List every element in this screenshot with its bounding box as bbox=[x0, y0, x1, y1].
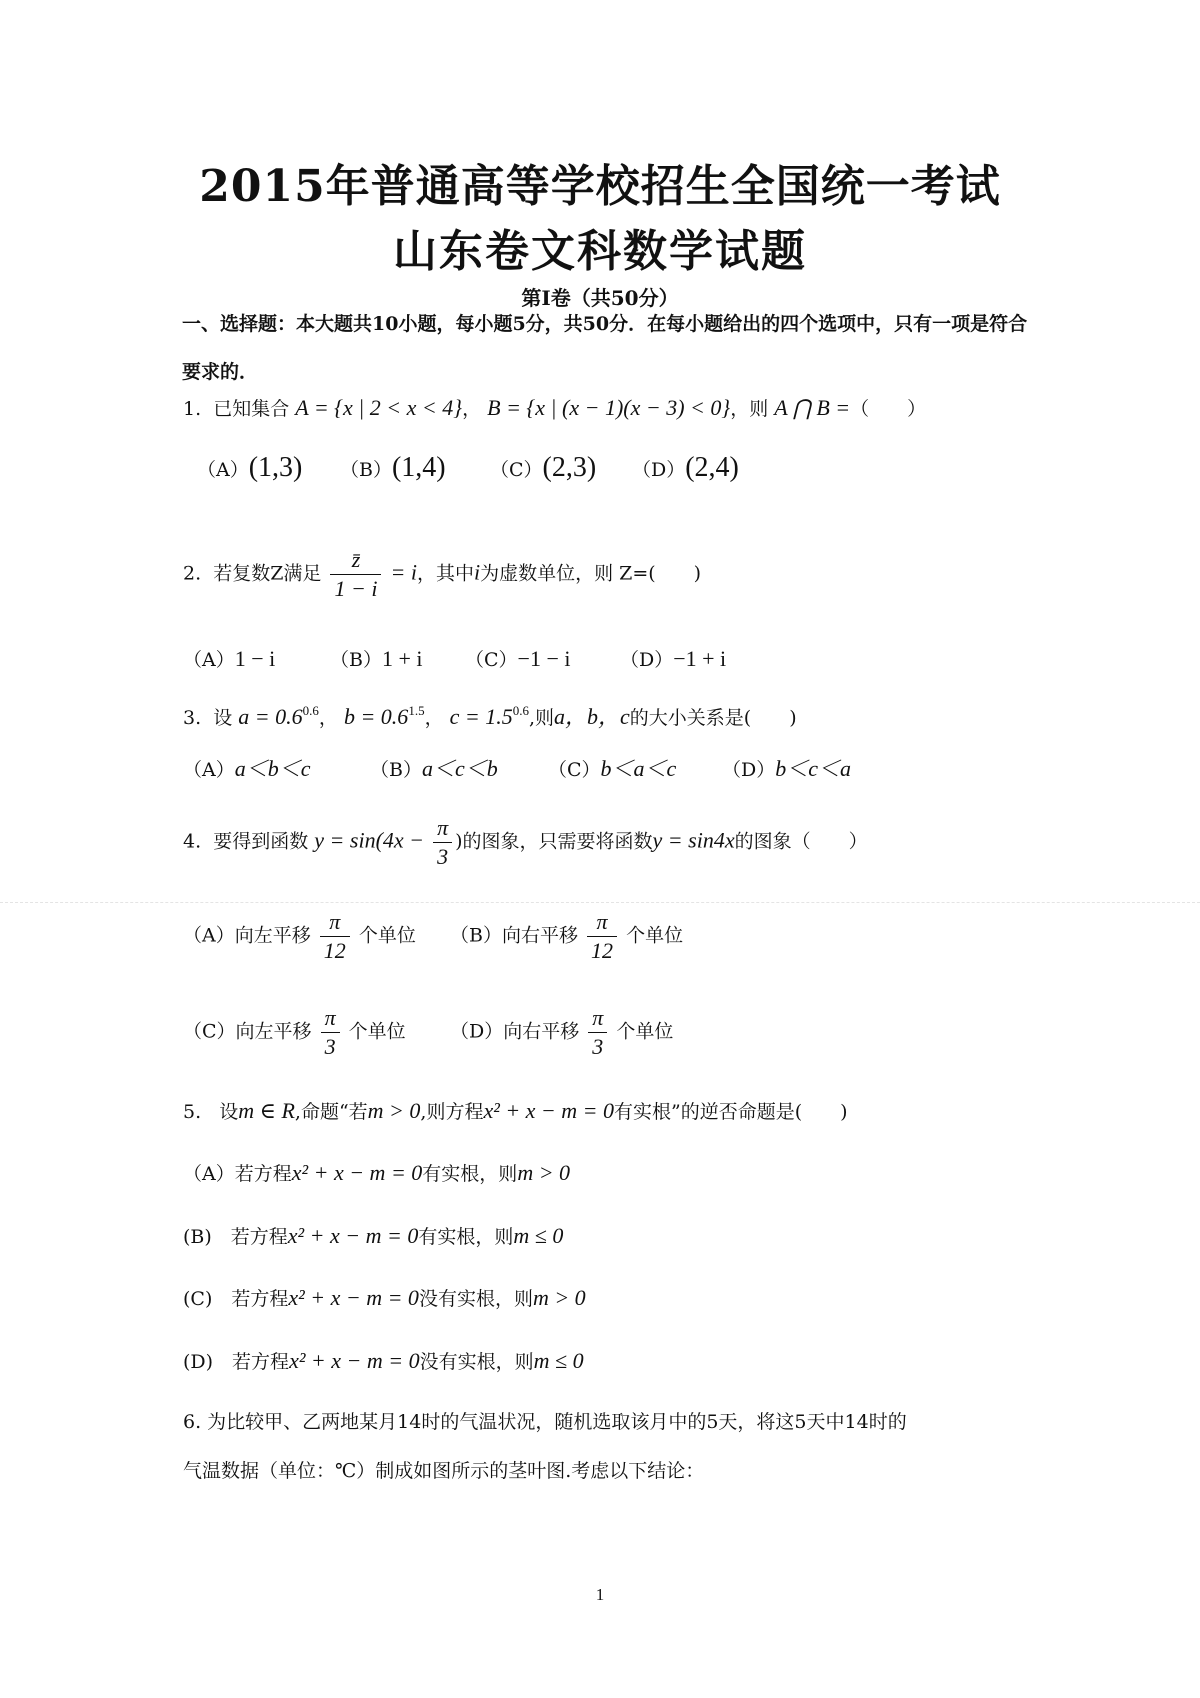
option-fraction bbox=[587, 908, 617, 965]
option-label: （A） bbox=[197, 459, 249, 481]
imaginary-unit: i bbox=[473, 559, 481, 585]
option-label: (B) 若方程 bbox=[183, 1226, 288, 1248]
question-2 bbox=[183, 546, 701, 603]
fraction-numerator: π bbox=[588, 1004, 607, 1033]
question-5 bbox=[183, 1097, 848, 1124]
option-suffix: 个单位 bbox=[348, 1020, 406, 1043]
pi-over-3-fraction bbox=[433, 814, 452, 871]
option-label: (D) 若方程 bbox=[183, 1351, 290, 1373]
answer-blank: （ ） bbox=[850, 398, 927, 420]
question-number: 4. bbox=[183, 830, 202, 853]
q3-option-c bbox=[548, 752, 676, 783]
exam-subtitle: 山东卷文科数学试题 bbox=[393, 226, 807, 277]
q3-option-d bbox=[722, 752, 851, 783]
question-text: )的图象，只需要将函数 bbox=[455, 830, 653, 853]
option-value: −1 − i bbox=[517, 646, 571, 671]
option-fraction bbox=[321, 1004, 340, 1061]
question-4 bbox=[183, 814, 868, 871]
question-text: ,命题“若 bbox=[294, 1101, 368, 1123]
question-number: 5. bbox=[183, 1101, 202, 1123]
exponent: 1.5 bbox=[408, 703, 425, 718]
q1-option-c bbox=[490, 452, 596, 484]
option-label: （A）若方程 bbox=[183, 1163, 292, 1185]
fraction-numerator: π bbox=[587, 908, 617, 937]
set-a: A = {x | 2 < x < 4} bbox=[295, 395, 463, 420]
fraction-denominator: 3 bbox=[437, 844, 449, 869]
q5-option-a bbox=[183, 1159, 570, 1186]
equation: = i bbox=[390, 559, 417, 585]
option-label: （B） bbox=[340, 459, 392, 481]
option-label: （C） bbox=[465, 649, 518, 671]
option-label: （A） bbox=[183, 649, 235, 671]
option-value: 1 + i bbox=[381, 646, 423, 671]
q5-option-c bbox=[183, 1284, 586, 1311]
question-text: ，其中 bbox=[416, 562, 474, 585]
option-fraction bbox=[320, 908, 350, 965]
option-value: b＜a＜c bbox=[600, 756, 677, 781]
option-value: (1,3) bbox=[248, 452, 303, 483]
question-3: 3. 设 $a = 0.6^{0.6}$， $b = 0.6^{1.5}$， $c = 1.5^{0.6}$,则a，b，c的大小关系是( ) bbox=[183, 703, 797, 729]
function-expression: y = sin4x bbox=[652, 827, 735, 853]
fraction-denominator: 3 bbox=[324, 1034, 336, 1059]
option-conclusion: m > 0 bbox=[532, 1285, 586, 1310]
option-label: （D） bbox=[722, 759, 776, 781]
question-text: 设 bbox=[213, 707, 233, 729]
value-b: b = 0.6 bbox=[343, 704, 409, 729]
option-equation: x² + x − m = 0 bbox=[289, 1348, 420, 1373]
fraction-denominator: 12 bbox=[323, 938, 346, 963]
option-text: 有实根，则 bbox=[422, 1163, 518, 1185]
question-text: 有实根”的逆否命题是( ) bbox=[614, 1101, 848, 1123]
option-label: (C) 若方程 bbox=[183, 1288, 289, 1310]
question-number: 2. bbox=[183, 562, 202, 585]
q5-option-d bbox=[183, 1347, 584, 1374]
q1-option-b bbox=[340, 452, 446, 484]
option-fraction bbox=[588, 1004, 607, 1061]
option-label: （B） bbox=[330, 649, 382, 671]
option-value: (2,3) bbox=[542, 452, 597, 483]
option-label: （B）向右平移 bbox=[450, 924, 578, 947]
question-text: ，则 bbox=[730, 398, 769, 420]
q2-option-c bbox=[465, 645, 570, 672]
q1-option-a bbox=[197, 452, 302, 484]
question-number: 3. bbox=[183, 707, 202, 729]
question-text: 已知集合 bbox=[213, 398, 290, 420]
fraction-numerator: z̄ bbox=[330, 546, 381, 575]
option-conclusion: m ≤ 0 bbox=[533, 1348, 584, 1373]
option-equation: x² + x − m = 0 bbox=[287, 1223, 419, 1248]
option-value: (2,4) bbox=[685, 452, 739, 483]
set-b: B = {x | (x − 1)(x − 3) < 0} bbox=[487, 395, 731, 420]
value-a: a = 0.6 bbox=[238, 704, 303, 729]
option-text: 没有实根，则 bbox=[419, 1351, 534, 1373]
question-6-line-2: 气温数据（单位：℃）制成如图所示的茎叶图.考虑以下结论： bbox=[183, 1460, 705, 1482]
question-text: ,则方程 bbox=[420, 1101, 484, 1123]
exponent: 0.6 bbox=[302, 703, 319, 718]
condition: m ∈ R bbox=[238, 1098, 295, 1123]
option-value: a＜b＜c bbox=[234, 756, 311, 781]
section-heading: 一、选择题：本大题共10小题，每小题5分，共50分．在每小题给出的四个选项中，只有一项是符合要求的． bbox=[182, 313, 1028, 383]
option-label: （D） bbox=[632, 459, 686, 481]
q4-option-c bbox=[183, 1004, 406, 1061]
q3-option-a bbox=[183, 752, 311, 783]
option-label: （B） bbox=[370, 759, 422, 781]
fraction-denominator: 1 − i bbox=[334, 576, 378, 601]
option-conclusion: m ≤ 0 bbox=[513, 1223, 564, 1248]
separator: ， bbox=[462, 398, 482, 420]
q4-option-a bbox=[183, 908, 416, 965]
intersection-expression: A ⋂ B = bbox=[774, 395, 851, 420]
option-value: (1,4) bbox=[391, 452, 446, 483]
option-label: （C）向左平移 bbox=[183, 1020, 312, 1043]
fraction-numerator: π bbox=[320, 908, 350, 937]
q2-option-a bbox=[183, 645, 275, 672]
question-1 bbox=[183, 394, 926, 421]
option-label: （D） bbox=[620, 649, 674, 671]
q4-option-b bbox=[450, 908, 683, 965]
option-equation: x² + x − m = 0 bbox=[291, 1160, 423, 1185]
q1-option-d bbox=[632, 452, 739, 484]
question-text: 设 bbox=[219, 1101, 239, 1123]
function-expression: y = sin(4x − bbox=[314, 827, 425, 853]
exponent: 0.6 bbox=[512, 703, 529, 718]
question-6-line-1: 6. 为比较甲、乙两地某月14时的气温状况，随机选取该月中的5天，将这5天中14时的 bbox=[183, 1411, 907, 1433]
question-text: 要得到函数 bbox=[213, 830, 309, 853]
page-divider bbox=[0, 902, 1200, 903]
option-label: （A） bbox=[183, 759, 235, 781]
q2-option-b bbox=[330, 645, 423, 672]
option-label: （C） bbox=[548, 759, 601, 781]
equation: x² + x − m = 0 bbox=[483, 1098, 615, 1123]
option-equation: x² + x − m = 0 bbox=[288, 1285, 419, 1310]
question-text: 若复数Z满足 bbox=[213, 562, 322, 585]
complex-fraction bbox=[330, 546, 381, 603]
question-text: 的大小关系是( ) bbox=[629, 707, 797, 729]
option-label: （A）向左平移 bbox=[183, 924, 311, 947]
fraction-numerator: π bbox=[433, 814, 452, 843]
question-number: 1. bbox=[183, 398, 202, 420]
option-value: b＜c＜a bbox=[775, 756, 851, 781]
option-suffix: 个单位 bbox=[616, 1020, 674, 1043]
fraction-denominator: 3 bbox=[592, 1034, 604, 1059]
option-value: a＜c＜b bbox=[421, 756, 498, 781]
q5-option-b bbox=[183, 1222, 563, 1249]
q2-option-d bbox=[620, 645, 726, 672]
condition: m > 0 bbox=[367, 1098, 421, 1123]
option-text: 没有实根，则 bbox=[418, 1288, 533, 1310]
exam-title: 2015年普通高等学校招生全国统一考试 bbox=[199, 161, 1001, 212]
question-text: 为虚数单位，则 Z=( ) bbox=[480, 562, 702, 585]
option-suffix: 个单位 bbox=[358, 924, 416, 947]
fraction-denominator: 12 bbox=[591, 938, 614, 963]
option-text: 有实根，则 bbox=[418, 1226, 514, 1248]
option-suffix: 个单位 bbox=[626, 924, 684, 947]
fraction-numerator: π bbox=[321, 1004, 340, 1033]
question-text: ,则 bbox=[528, 707, 555, 729]
option-label: （D）向右平移 bbox=[450, 1020, 580, 1043]
value-c: c = 1.5 bbox=[449, 704, 513, 729]
variables: a，b，c bbox=[554, 704, 630, 729]
option-value: −1 + i bbox=[673, 646, 727, 671]
q4-option-d bbox=[450, 1004, 673, 1061]
option-conclusion: m > 0 bbox=[517, 1160, 571, 1185]
volume-heading: 第Ⅰ卷（共50分） bbox=[521, 286, 679, 310]
option-label: （C） bbox=[490, 459, 543, 481]
page-number: 1 bbox=[595, 1585, 605, 1604]
question-text: 的图象（ ） bbox=[734, 830, 868, 853]
option-value: 1 − i bbox=[234, 646, 276, 671]
q3-option-b bbox=[370, 752, 498, 783]
